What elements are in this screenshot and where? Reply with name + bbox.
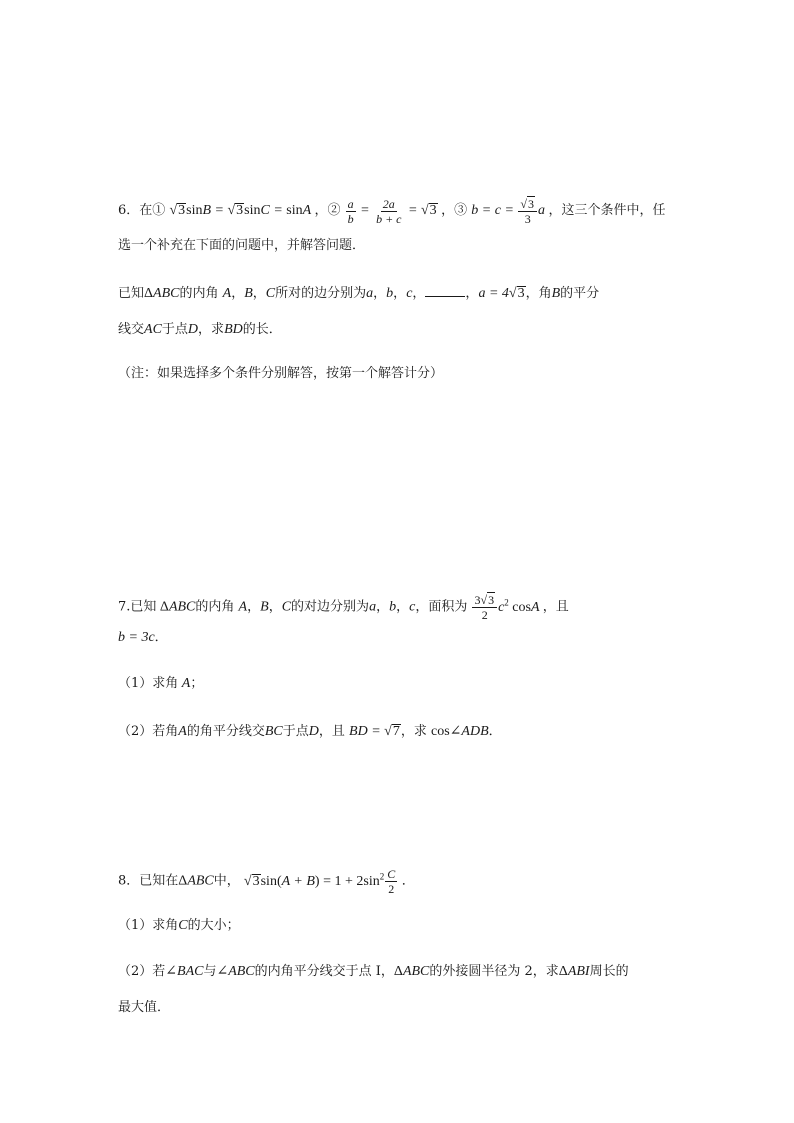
q7-cos: cos∠ADB	[431, 724, 489, 739]
q6-line2: 选一个补充在下面的问题中，并解答问题．	[118, 238, 366, 253]
q6-line1: 6．在① √3sinB = √3sinC = sinA ，② $\frac{a}{b}$ = $\frac{2a}{b + c}$ = √3 ，③ b = c = $\frac{√3}{3}$ a ，这三个条件中，任	[118, 196, 666, 226]
q6-condition-3: b = c = $\frac{√3}{3}$ a	[471, 197, 549, 226]
q8-part2: （2）若∠BAC与∠ABC的内角平分线交于点 I，ΔABC的外接圆半径为 2，求ΔABI周长的	[118, 964, 629, 979]
q6-number: 6．	[118, 203, 140, 219]
q6-note: （注：如果选择多个条件分别解答，按第一个解答计分）	[118, 366, 444, 381]
q8-equation: $√3\sin(A + B) = 1 + 2\sin^2$ $\frac{C}{2}$	[243, 866, 396, 896]
q8-triangle: ΔABC	[178, 873, 214, 889]
q6-triangle: ΔABC	[144, 286, 180, 301]
q7-number: 7.	[118, 599, 131, 615]
q8-line1: 8．已知在ΔABC中， $√3\sin(A + B) = 1 + 2\sin^2$ $\frac{C}{2}$ ．	[118, 866, 415, 896]
q6-given-a: a = 4√3	[478, 286, 525, 301]
q6-condition-1: √3sinB = √3sinC = sinA	[169, 203, 315, 219]
q7-bd: BD = √7	[349, 724, 400, 739]
q8-number: 8．	[118, 873, 140, 889]
q7-part1: （1）求角 A；	[118, 676, 204, 691]
q7-line2: b = 3c．	[118, 630, 168, 645]
q8-part2-cont: 最大值．	[118, 1000, 171, 1015]
q7-part2: （2）若角A的角平分线交BC于点D，且 BD = √7，求 cos∠ADB．	[118, 724, 502, 739]
q7-triangle: ΔABC	[159, 599, 196, 615]
q6-condition-2: $\frac{a}{b}$ = $\frac{2a}{b + c}$ = √3	[347, 196, 437, 226]
q6-line3: 已知ΔABC的内角 A，B，C所对的边分别为a，b，c， ，a = 4√3，角B的平分	[118, 286, 600, 301]
answer-blank[interactable]	[425, 284, 465, 297]
q7-line1: 7.已知 ΔABC的内角 A，B，C的对边分别为a，b，c，面积为 $\frac{3√3}{2}$ $c^2$ cosA ，且	[118, 593, 569, 623]
q6-line4: 线交AC于点D，求BD的长．	[118, 322, 282, 337]
q7-condition: b = 3c	[118, 630, 155, 645]
q7-area-formula: $\frac{3√3}{2}$ $c^2$ cosA	[474, 593, 543, 623]
q8-part1: （1）求角C的大小；	[118, 918, 240, 933]
